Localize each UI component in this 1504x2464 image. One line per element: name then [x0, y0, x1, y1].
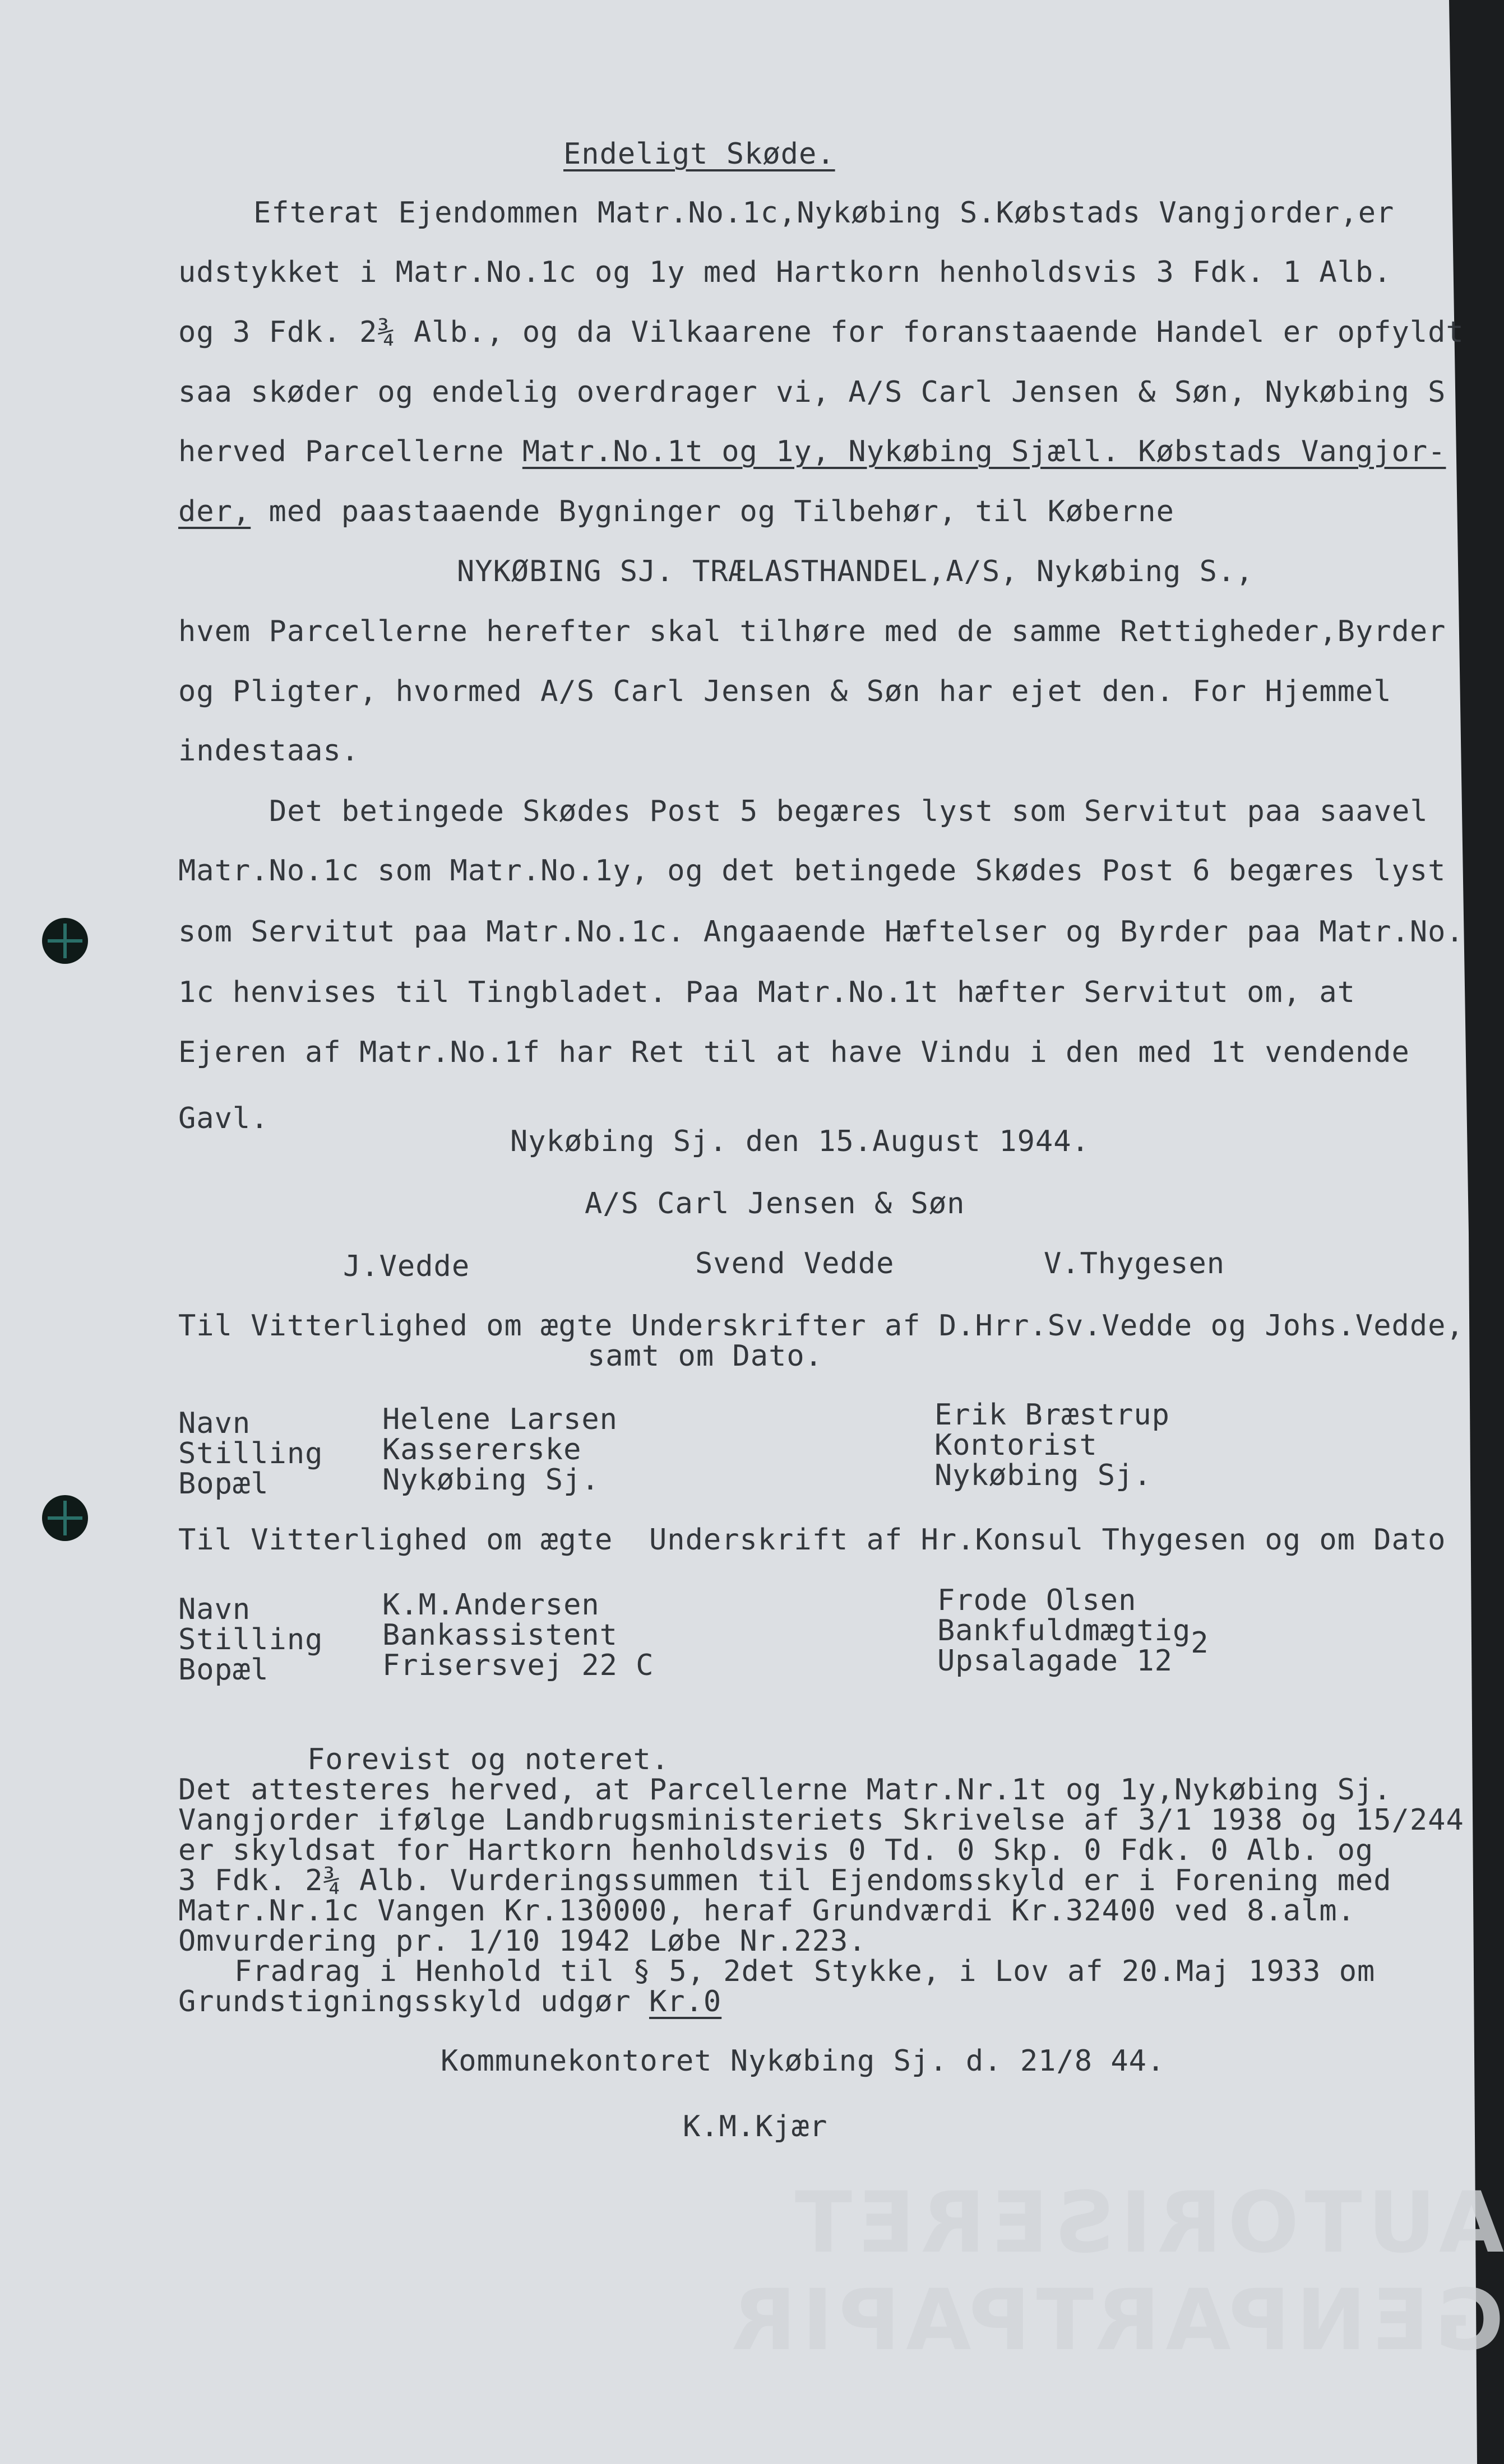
notes-line9	[178, 1985, 721, 2018]
notes-amount: Kr.0	[649, 1985, 722, 2018]
w2b-mark: 2	[1191, 1626, 1209, 1660]
para3-line3: som Servitut paa Matr.No.1c. Angaaende Hæftelser og Byrder paa Matr.No.	[178, 915, 1464, 949]
signer-1: J.Vedde	[343, 1250, 470, 1283]
w1a-address: Nykøbing Sj.	[382, 1463, 600, 1497]
notes-line2: Det attesteres herved, at Parcellerne Matr.Nr.1t og 1y,Nykøbing Sj.	[178, 1773, 1392, 1807]
notes-line6: Matr.Nr.1c Vangen Kr.130000, heraf Grundværdi Kr.32400 ved 8.alm.	[178, 1894, 1355, 1928]
para3-line5: Ejeren af Matr.No.1f har Ret til at have Vindu i den med 1t vendende	[178, 1036, 1410, 1069]
notes-line9-text: Grundstigningsskyld udgør	[178, 1985, 649, 2018]
office-signer: K.M.Kjær	[683, 2110, 828, 2143]
signer-3: V.Thygesen	[1044, 1247, 1225, 1280]
w1b-name: Erik Bræstrup	[934, 1398, 1170, 1432]
notes-line1: Forevist og noteret.	[307, 1743, 670, 1776]
para1-line6-rest: med paastaaende Bygninger og Tilbehør, til Køberne	[251, 495, 1174, 528]
para1-line5-start: herved Parcellerne	[178, 435, 522, 468]
date-line: Nykøbing Sj. den 15.August 1944.	[510, 1125, 1090, 1158]
w2b-position-text: Bankfuldmægtig	[937, 1614, 1191, 1648]
parcel-reference-end: der,	[178, 495, 251, 528]
buyer-name: NYKØBING SJ. TRÆLASTHANDEL,A/S, Nykøbing S.,	[457, 555, 1254, 588]
para1-line4: saa skøder og endelig overdrager vi, A/S Carl Jensen & Søn, Nykøbing S	[178, 375, 1446, 409]
w2b-position	[937, 1614, 1209, 1660]
w1-label-position: Stilling	[178, 1437, 323, 1470]
w1b-address: Nykøbing Sj.	[934, 1459, 1152, 1492]
w2b-address: Upsalagade 12	[937, 1644, 1173, 1678]
w1a-position: Kassererske	[382, 1433, 582, 1467]
para3-line4: 1c henvises til Tingbladet. Paa Matr.No.1t hæfter Servitut om, at	[178, 976, 1355, 1009]
para3-line6: Gavl.	[178, 1102, 269, 1135]
notes-line7: Omvurdering pr. 1/10 1942 Løbe Nr.223.	[178, 1924, 867, 1958]
w2a-address: Frisersvej 22 C	[382, 1649, 654, 1682]
witness1-heading2: samt om Dato.	[587, 1339, 823, 1373]
para1-line3: og 3 Fdk. 2¾ Alb., og da Vilkaarene for foranstaaende Handel er opfyldt	[178, 315, 1464, 349]
witness1-heading: Til Vitterlighed om ægte Underskrifter af D.Hrr.Sv.Vedde og Johs.Vedde,	[178, 1309, 1464, 1343]
w2-label-name: Navn	[178, 1593, 251, 1626]
w2-label-address: Bopæl	[178, 1653, 269, 1687]
w1-label-address: Bopæl	[178, 1467, 269, 1501]
w2b-name: Frode Olsen	[937, 1584, 1137, 1617]
w1b-position: Kontorist	[934, 1428, 1098, 1462]
w1-label-name: Navn	[178, 1407, 251, 1440]
para2-line2: og Pligter, hvormed A/S Carl Jensen & Søn har ejet den. For Hjemmel	[178, 675, 1392, 708]
notes-line4: er skyldsat for Hartkorn henholdsvis 0 Td. 0 Skp. 0 Fdk. 0 Alb. og	[178, 1834, 1374, 1867]
para3-line1: Det betingede Skødes Post 5 begæres lyst som Servitut paa saavel	[269, 795, 1428, 828]
document-title: Endeligt Skøde.	[563, 137, 835, 171]
w2a-position: Bankassistent	[382, 1618, 618, 1652]
w2-label-position: Stilling	[178, 1623, 323, 1656]
notes-line5: 3 Fdk. 2¾ Alb. Vurderingssummen til Ejendomsskyld er i Forening med	[178, 1864, 1392, 1897]
office-line: Kommunekontoret Nykøbing Sj. d. 21/8 44.	[441, 2044, 1165, 2078]
notes-line3: Vangjorder ifølge Landbrugsministeriets Skrivelse af 3/1 1938 og 15/244	[178, 1803, 1464, 1837]
para1-line1: Efterat Ejendommen Matr.No.1c,Nykøbing S.Købstads Vangjorder,er	[253, 196, 1395, 230]
w1a-name: Helene Larsen	[382, 1403, 618, 1436]
para2-line3: indestaas.	[178, 734, 360, 768]
para1-line5	[178, 435, 1446, 468]
para2-line1: hvem Parcellerne herefter skal tilhøre med de samme Rettigheder,Byrder	[178, 615, 1446, 648]
company-name: A/S Carl Jensen & Søn	[585, 1187, 965, 1221]
para3-line2: Matr.No.1c som Matr.No.1y, og det betingede Skødes Post 6 begæres lyst	[178, 854, 1446, 888]
para1-line2: udstykket i Matr.No.1c og 1y med Hartkorn henholdsvis 3 Fdk. 1 Alb.	[178, 256, 1392, 289]
notes-line8: Fradrag i Henhold til § 5, 2det Stykke, i Lov af 20.Maj 1933 om	[234, 1955, 1376, 1988]
witness2-heading: Til Vitterlighed om ægte Underskrift af Hr.Konsul Thygesen og om Dato	[178, 1523, 1446, 1557]
watermark-stamp: AUTORISERET GENPARTPAPIR	[726, 2174, 1504, 2369]
signer-2: Svend Vedde	[695, 1247, 895, 1280]
w2a-name: K.M.Andersen	[382, 1588, 600, 1622]
para1-line6	[178, 495, 1174, 528]
parcel-reference: Matr.No.1t og 1y, Nykøbing Sjæll. Købstads Vangjor-	[522, 435, 1446, 468]
